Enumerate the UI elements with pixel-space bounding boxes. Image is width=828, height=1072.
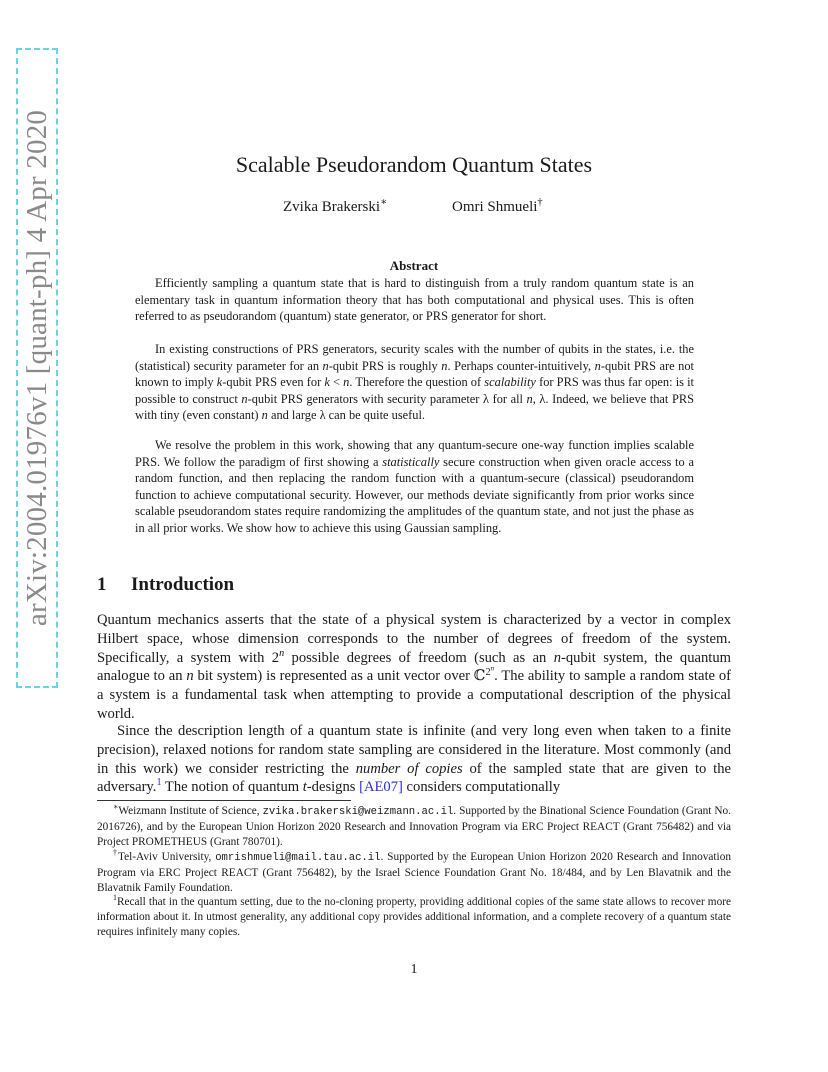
paper-title: Scalable Pseudorandom Quantum States (235, 152, 593, 177)
section-heading-introduction (97, 574, 234, 596)
email-brakerski[interactable]: zvika.brakerski@weizmann.ac.il (262, 806, 454, 818)
footnote-3: $^1$Recall that in the quantum setting, due to the no-cloning property, providing additional copies of the same state allows to recover more information about it. In utmost generality, any additional copy provides additional information, and a complete recovery of a quantum state requires infinitely many copies. (97, 893, 731, 938)
author-brakerski (283, 199, 387, 216)
footnote-1: ∗Weizmann Institute of Science, zvika.brakerski@weizmann.ac.il. Supported by the Binational Science Foundation (Grant No. 2016726), and by the European Union Horizon 2020 Research and Innovation Program via ERC Project REACT (Grant 756482) and via Project PROMETHEUS (Grant 780701). (97, 802, 731, 848)
intro-paragraph-1: Quantum mechanics asserts that the state of a physical system is characterized by a vector in complex Hilbert space, whose dimension corresponds to the number of degrees of freedom of the system. Specifically, a system with 2$^n$ possible degrees of freedom (such as an n-qubit system, the quantum analogue to an n bit system) is represented as a unit vector over ℂ$^{2^n}$. The ability to sample a random state of a system is a fundamental task when attempting to provide a computational description of the physical world. (97, 612, 732, 722)
abstract-paragraph-3: We resolve the problem in this work, showing that any quantum-secure one-way function implies scalable PRS. We follow the paradigm of first showing a statistically secure construction when given oracle access to a random function, and then replacing the random function with a quantum-secure (classical) pseudorandom function to achieve computational security. However, our methods deviate significantly from prior works since scalable pseudorandom states require randomizing the amplitudes of the quantum state, and not just the phase as in all prior works. We show how to achieve this using Gaussian sampling. (135, 438, 694, 535)
section-number: 1 (97, 574, 107, 595)
arxiv-identifier-stamp[interactable]: arXiv:2004.01976v1 [quant-ph] 4 Apr 2020 (16, 48, 58, 688)
author-name: Zvika Brakerski (283, 199, 381, 215)
author-shmueli (452, 199, 543, 216)
intro-paragraph-2: Since the description length of a quantum state is infinite (and very long even when taken to a finite precision), relaxed notions for random state sampling are considered in the literature. Most commonly (and in this work) we consider restricting the number of copies of the sampled state that are given to the adversary.$^1$ The notion of quantum t-designs [AE07] considers computationally (97, 723, 732, 796)
abstract-paragraph-1: Efficiently sampling a quantum state that is hard to distinguish from a truly random quantum state is an elementary task in quantum information theory that has both computational and physical uses. This is often referred to as pseudorandom (quantum) state generator, or PRS generator for short. (135, 276, 694, 324)
email-shmueli[interactable]: omrishmueli@mail.tau.ac.il (215, 852, 381, 864)
footnote-2: †Tel-Aviv University, omrishmueli@mail.tau.ac.il. Supported by the European Union Horizon 2020 Research and Innovation Program via ERC Project REACT (Grant 756482), by the Israel Science Foundation Grant No. 18/484, and by Len Blavatnik and the Blavatnik Family Foundation. (97, 848, 731, 894)
abstract-paragraph-2: In existing constructions of PRS generators, security scales with the number of qubits in the states, i.e. the (statistical) security parameter for an n-qubit PRS is roughly n. Perhaps counter-intuitively, n-qubit PRS are not known to imply k-qubit PRS even for k < n. Therefore the question of scalability for PRS was thus far open: is it possible to construct n-qubit PRS generators with security parameter λ for all n, λ. Indeed, we believe that PRS with tiny (even constant) n and large λ can be quite useful. (135, 342, 695, 423)
author-name: Omri Shmueli (452, 199, 538, 215)
footnote-divider (97, 800, 351, 801)
author-affiliation-mark: † (537, 197, 543, 208)
footnote-1-link[interactable]: 1 (156, 777, 162, 789)
citation-link-ae07[interactable]: [AE07] (359, 779, 403, 796)
author-affiliation-mark: ∗ (380, 197, 388, 208)
section-title: Introduction (131, 574, 235, 595)
page-number: 1 (410, 962, 418, 977)
abstract-heading: Abstract (389, 258, 439, 273)
